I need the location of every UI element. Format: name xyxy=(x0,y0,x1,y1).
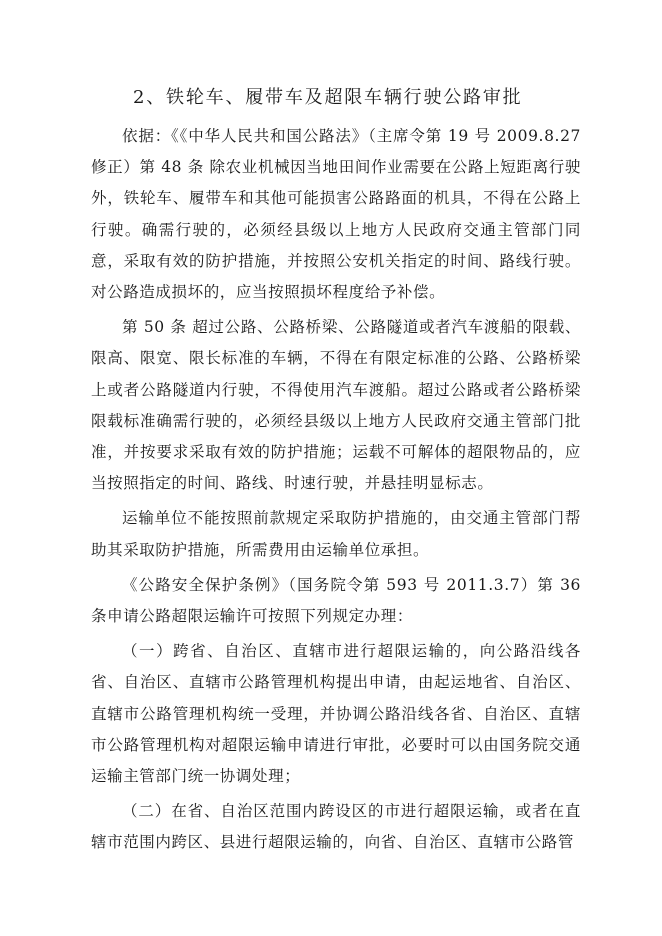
paragraph-basis-article-48: 依据：《《中华人民共和国公路法》（主席令第 19 号 2009.8.27 修正）第 48 条 除农业机械因当地田间作业需要在公路上短距离行驶外，铁轮车、履带车和其他可能损害公路路面的机具，不得在公路上行驶。确需行驶的，必须经县级以上地方人民政府交通主管部门同意，采取有效的防护措施，并按照公安机关指定的时间、路线行驶。对公路造成损坏的，应当按照损坏程度给予补偿。 xyxy=(91,127,581,302)
document-body xyxy=(91,121,581,859)
paragraph-item-two: （二）在省、自治区范围内跨设区的市进行超限运输，或者在直辖市范围内跨区、县进行超限运输的，向省、自治区、直辖市公路管 xyxy=(91,802,581,852)
paragraph-item-one: （一）跨省、自治区、直辖市进行超限运输的，向公路沿线各省、自治区、直辖市公路管理机构提出申请，由起运地省、自治区、直辖市公路管理机构统一受理，并协调公路沿线各省、自治区、直辖市公路管理机构对超限运输申请进行审批，必要时可以由国务院交通运输主管部门统一协调处理； xyxy=(91,642,581,786)
paragraph-transport-unit: 运输单位不能按照前款规定采取防护措施的，由交通主管部门帮助其采取防护措施，所需费用由运输单位承担。 xyxy=(91,509,581,559)
paragraph-article-50: 第 50 条 超过公路、公路桥梁、公路隧道或者汽车渡船的限载、限高、限宽、限长标准的车辆，不得在有限定标准的公路、公路桥梁上或者公路隧道内行驶，不得使用汽车渡船。超过公路或者公路桥梁限载标准确需行驶的，必须经县级以上地方人民政府交通主管部门批准，并按要求采取有效的防护措施；运载不可解体的超限物品的，应当按照指定的时间、路线、时速行驶，并悬挂明显标志。 xyxy=(91,318,581,493)
section-heading: 2、铁轮车、履带车及超限车辆行驶公路审批 xyxy=(133,87,523,108)
paragraph-regulation-article-36: 《公路安全保护条例》（国务院令第 593 号 2011.3.7）第 36 条申请公路超限运输许可按照下列规定办理： xyxy=(91,575,581,626)
